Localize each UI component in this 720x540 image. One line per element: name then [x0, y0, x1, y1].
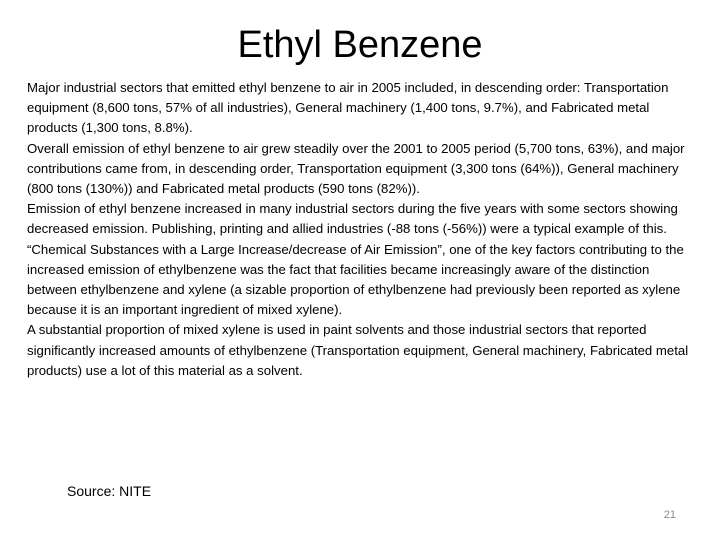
- paragraph-key-factors: “Chemical Substances with a Large Increase/decrease of Air Emission”, one of the key factors contributing to the increased emission of ethylbenzene was the fact that facilities became increasingly aware of the distinction between ethylbenzene and xylene (a sizable proportion of ethylbenzene had previously been reported as xylene because it is an important ingredient of mixed xylene).: [27, 241, 684, 318]
- slide-body: [27, 78, 697, 381]
- paragraph-emission-increase: Emission of ethyl benzene increased in many industrial sectors during the five years with some sectors showing decreased emission. Publishing, printing and allied industries (-88 tons (-56%)) were a typical example of this.: [27, 201, 678, 237]
- paragraph-overall-emission: Overall emission of ethyl benzene to air grew steadily over the 2001 to 2005 period (5,700 tons, 63%), and major contributions came from, in descending order, Transportation equipment (3,300 tons (64%)), General machinery (800 tons (130%)) and Fabricated metal products (590 tons (82%)).: [27, 140, 685, 197]
- slide-title: Ethyl Benzene: [237, 24, 483, 66]
- paragraph-industrial-sectors: Major industrial sectors that emitted ethyl benzene to air in 2005 included, in descending order: Transportation equipment (8,600 tons, 57% of all industries), General machinery (1,400 tons, 9.7%), and Fabricated metal products (1,300 tons, 8.8%).: [27, 80, 669, 136]
- paragraph-mixed-xylene: A substantial proportion of mixed xylene is used in paint solvents and those industrial sectors that reported significantly increased amounts of ethylbenzene (Transportation equipment, General machinery, Fabricated metal products) use a lot of this material as a solvent.: [27, 322, 689, 378]
- source-citation: Source: NITE: [67, 483, 152, 499]
- page-number: 21: [663, 509, 676, 521]
